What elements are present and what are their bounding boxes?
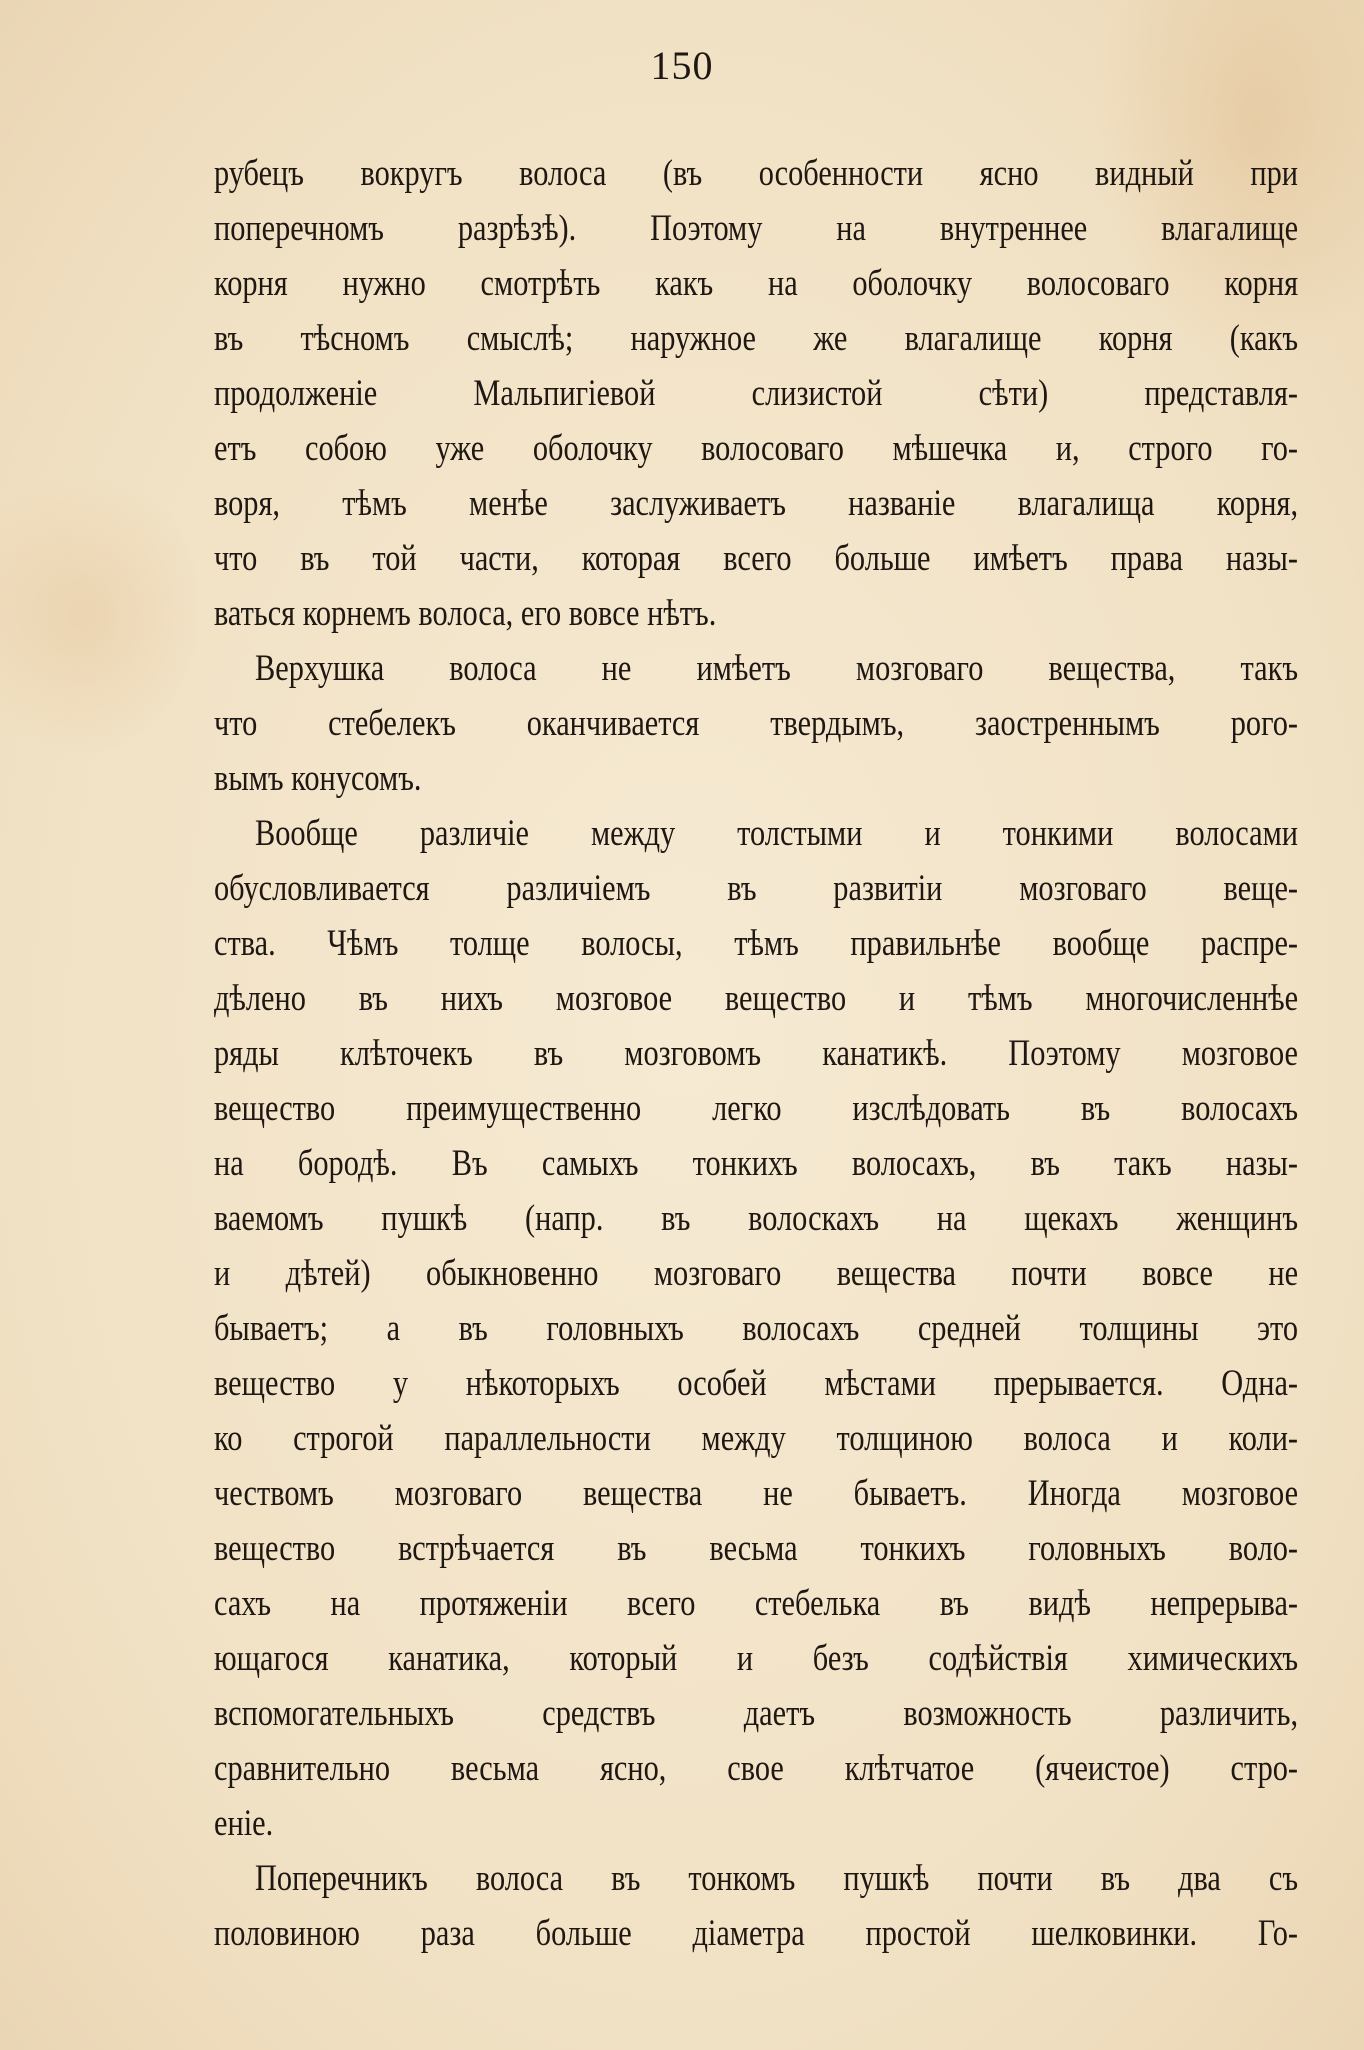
text-line: вещество у нѣкоторыхъ особей мѣстами прерывается. Одна- xyxy=(214,1363,1299,1404)
text-line: продолженіе Мальпигіевой слизистой сѣти) представля- xyxy=(214,373,1299,414)
text-line: Вообще различіе между толстыми и тонкими волосами xyxy=(255,813,1299,854)
text-line: Верхушка волоса не имѣетъ мозговаго вещества, такъ xyxy=(255,648,1299,689)
text-line: воря, тѣмъ менѣе заслуживаетъ названіе влагалища корня, xyxy=(214,483,1299,524)
text-line: что въ той части, которая всего больше имѣетъ права назы- xyxy=(214,538,1299,579)
text-line: что стебелекъ оканчивается твердымъ, заостреннымъ рого- xyxy=(214,703,1299,744)
text-line: дѣлено въ нихъ мозговое вещество и тѣмъ многочисленнѣе xyxy=(214,978,1299,1019)
paragraph xyxy=(214,1851,1299,1961)
text-line: чествомъ мозговаго вещества не бываетъ. Иногда мозговое xyxy=(214,1473,1299,1514)
text-line: рубецъ вокругъ волоса (въ особенности ясно видный при xyxy=(214,153,1299,194)
text-line: еніе. xyxy=(214,1803,274,1844)
text-line: сахъ на протяженіи всего стебелька въ видѣ непрерыва- xyxy=(214,1583,1299,1624)
text-line: вспомогательныхъ средствъ даетъ возможность различить, xyxy=(214,1693,1299,1734)
page-number: 150 xyxy=(650,43,714,88)
text-line: етъ собою уже оболочку волосоваго мѣшечка и, строго го- xyxy=(214,428,1299,469)
text-line: обусловливается различіемъ въ развитіи мозговаго веще- xyxy=(214,868,1299,909)
text-line: вымъ конусомъ. xyxy=(214,758,422,799)
text-line: ства. Чѣмъ толще волосы, тѣмъ правильнѣе вообще распре- xyxy=(214,923,1299,964)
text-line: въ тѣсномъ смыслѣ; наружное же влагалище корня (какъ xyxy=(214,318,1299,359)
text-line: бываетъ; а въ головныхъ волосахъ средней толщины это xyxy=(214,1308,1299,1349)
text-line: и дѣтей) обыкновенно мозговаго вещества почти вовсе не xyxy=(214,1253,1299,1294)
text-line: половиною раза больше діаметра простой шелковинки. Го- xyxy=(214,1913,1299,1954)
text-line: Поперечникъ волоса въ тонкомъ пушкѣ почти въ два съ xyxy=(255,1858,1299,1899)
body-text xyxy=(214,146,1299,1961)
paragraph xyxy=(214,806,1299,1851)
text-line: вещество встрѣчается въ весьма тонкихъ головныхъ воло- xyxy=(214,1528,1299,1569)
text-line: ваемомъ пушкѣ (напр. въ волоскахъ на щекахъ женщинъ xyxy=(214,1198,1299,1239)
text-line: поперечномъ разрѣзѣ). Поэтому на внутреннее влагалище xyxy=(214,208,1299,249)
text-line: ющагося канатика, который и безъ содѣйствія химическихъ xyxy=(214,1638,1299,1679)
text-line: сравнительно весьма ясно, свое клѣтчатое (ячеистое) стро- xyxy=(214,1748,1299,1789)
text-line: ко строгой параллельности между толщиною волоса и коли- xyxy=(214,1418,1299,1459)
text-line: на бородѣ. Въ самыхъ тонкихъ волосахъ, въ такъ назы- xyxy=(214,1143,1299,1184)
text-line: корня нужно смотрѣть какъ на оболочку волосоваго корня xyxy=(214,263,1299,304)
paragraph xyxy=(214,641,1299,806)
text-line: ряды клѣточекъ въ мозговомъ канатикѣ. Поэтому мозговое xyxy=(214,1033,1299,1074)
text-line: ваться корнемъ волоса, его вовсе нѣтъ. xyxy=(214,593,717,634)
text-line: вещество преимущественно легко изслѣдовать въ волосахъ xyxy=(214,1088,1299,1129)
paragraph xyxy=(214,146,1299,641)
